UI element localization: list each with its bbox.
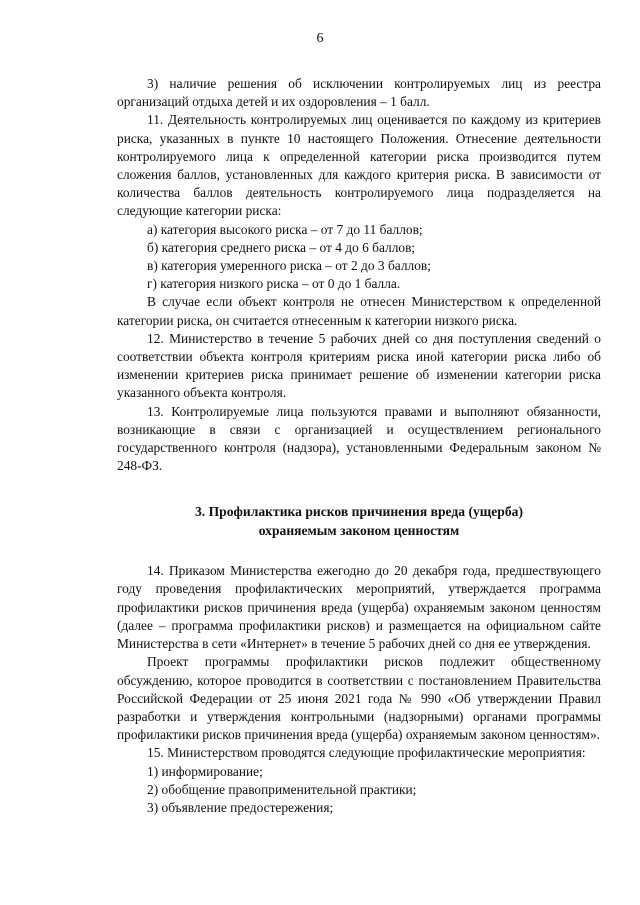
list-item: 1) информирование; <box>147 763 263 779</box>
list-item: 2) обобщение правоприменительной практики; <box>147 781 417 797</box>
list-item: 3) объявление предостережения; <box>147 799 334 815</box>
spacer <box>117 540 601 562</box>
paragraph: В случае если объект контроля не отнесен Министерством к определенной категории риска, он считается отнесенным к категории низкого риска. <box>117 294 601 328</box>
section-heading-line: охраняемым законом ценностям <box>258 522 460 538</box>
paragraph: 3) наличие решения об исключении контролируемых лиц из реестра организаций отдыха детей и их оздоровления – 1 балл. <box>117 76 601 110</box>
section-heading <box>117 503 601 540</box>
paragraph: 11. Деятельность контролируемых лиц оценивается по каждому из критериев риска, указанных в пункте 10 настоящего Положения. Отнесение деятельности контролируемого лица к определенной категории риска производится путем сложения баллов, установленных для каждого критерия риска. В зависимости от количества баллов деятельность контролируемого лица подразделяется на следующие категории риска: <box>117 112 601 219</box>
list-item: б) категория среднего риска – от 4 до 6 баллов; <box>147 239 416 255</box>
list-item: г) категория низкого риска – от 0 до 1 балла. <box>147 276 401 292</box>
paragraph: 14. Приказом Министерства ежегодно до 20 декабря года, предшествующего году проведения профилактических мероприятий, утверждается программа профилактики рисков причинения вреда (ущерба) охраняемым законом ценностям (далее – программа профилактики рисков) и размещается на официальном сайте Министерства в сети «Интернет» в течение 5 рабочих дней со дня ее утверждения. <box>117 563 601 652</box>
document-body <box>117 75 601 817</box>
page-number: 6 <box>316 31 324 46</box>
paragraph: 12. Министерство в течение 5 рабочих дней со дня поступления сведений о соответствии объекта контроля критериям риска иной категории риска либо об изменении критериев риска принимает решение об изменении категории риска указанного объекта контроля. <box>117 330 601 401</box>
paragraph: Проект программы профилактики рисков подлежит общественному обсуждению, которое проводится в соответствии с постановлением Правительства Российской Федерации от 25 июня 2021 года № 990 «Об утверждении Правил разработки и утверждения контрольными (надзорными) органами программы профилактики рисков причинения вреда (ущерба) охраняемым законом ценностям». <box>117 654 601 743</box>
list-item: а) категория высокого риска – от 7 до 11 баллов; <box>147 221 423 237</box>
paragraph: 15. Министерством проводятся следующие профилактические мероприятия: <box>147 745 586 761</box>
section-heading-line: 3. Профилактика рисков причинения вреда (ущерба) <box>195 504 523 520</box>
paragraph: 13. Контролируемые лица пользуются правами и выполняют обязанности, возникающие в связи с организацией и осуществлением регионального государственного контроля (надзора), установленными Федеральным законом № 248-ФЗ. <box>117 403 601 474</box>
list-item: в) категория умеренного риска – от 2 до 3 баллов; <box>147 258 431 274</box>
spacer <box>117 475 601 503</box>
